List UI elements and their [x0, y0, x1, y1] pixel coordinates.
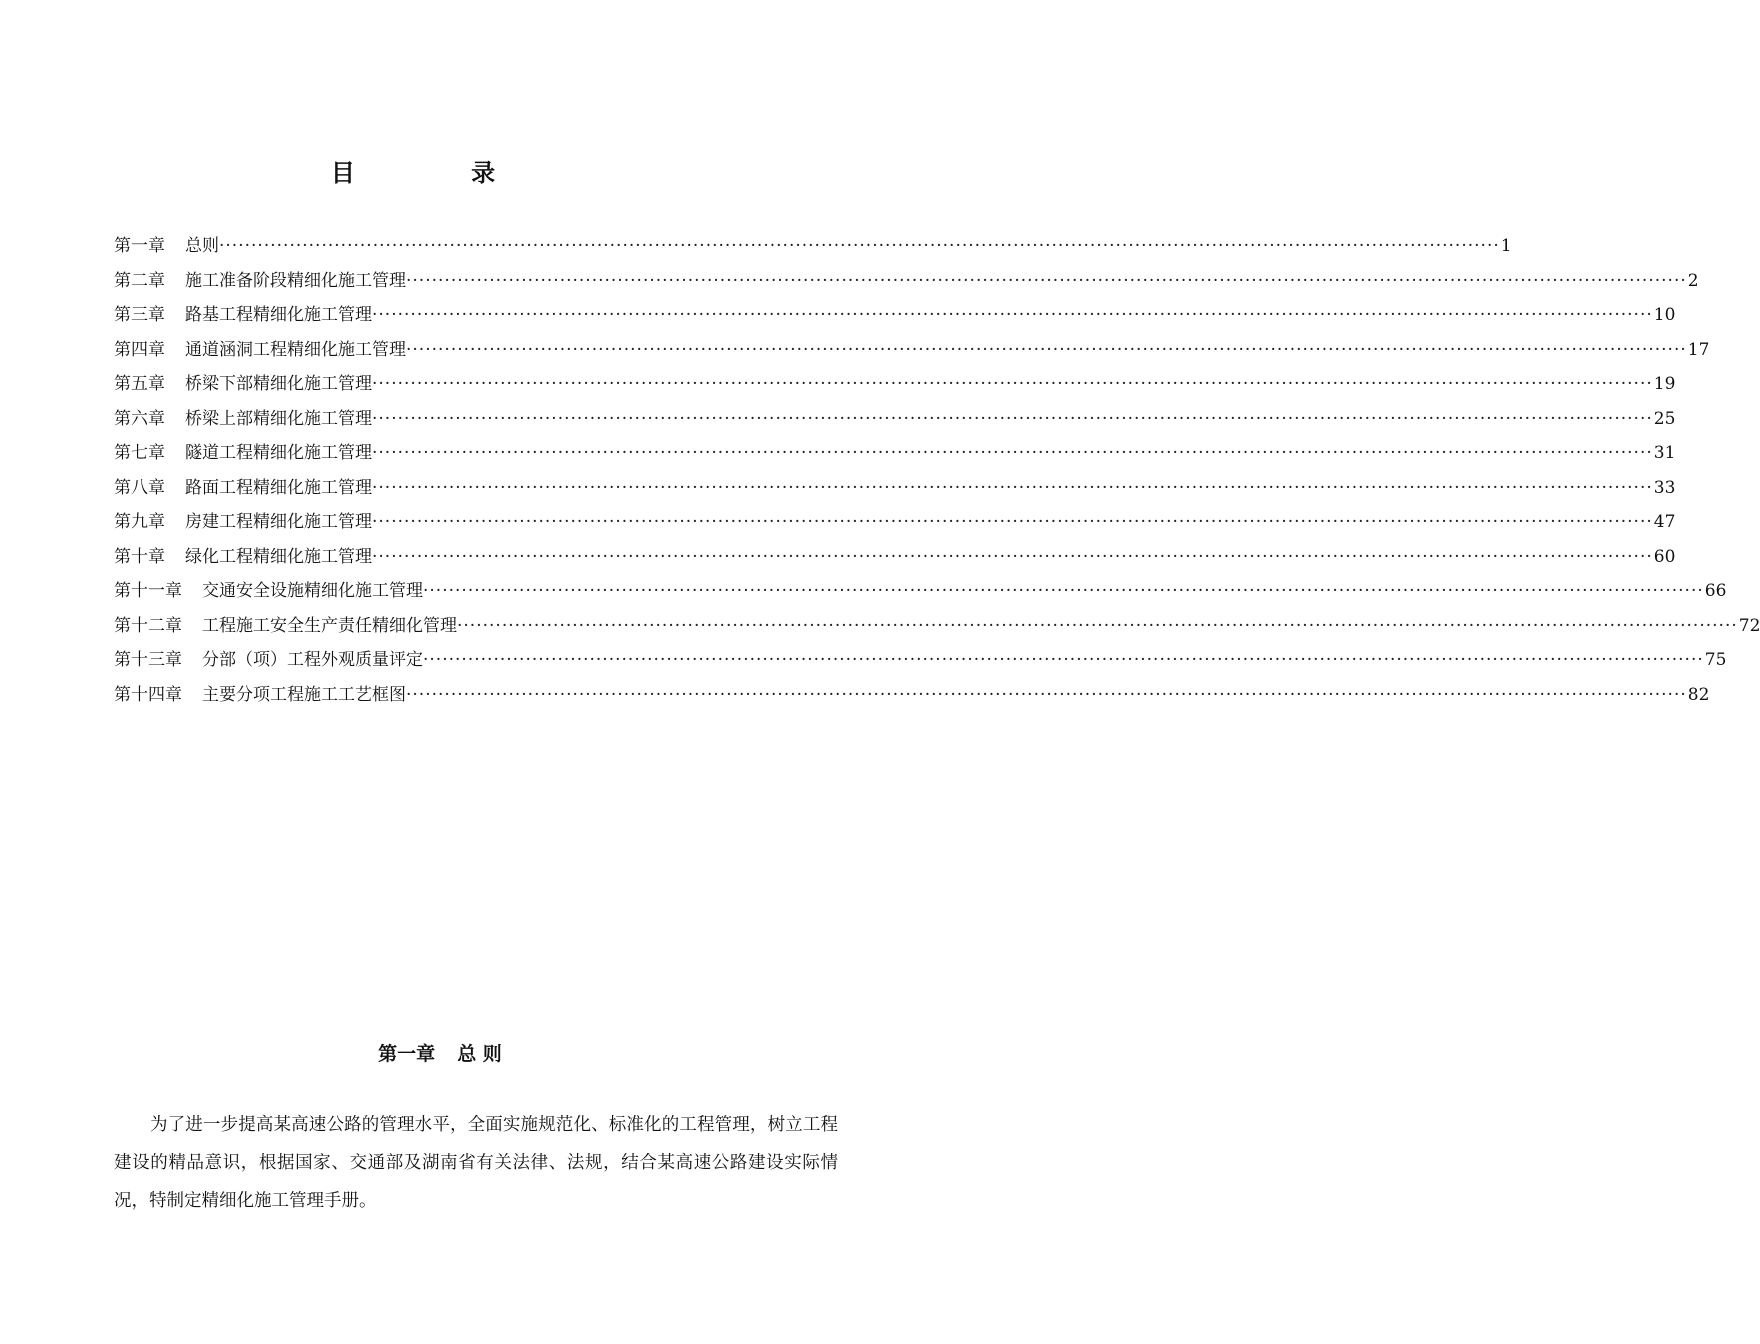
- toc-chapter-name: 桥梁上部精细化施工管理: [185, 408, 372, 429]
- toc-chapter-name: 主要分项工程施工工艺框图: [202, 684, 406, 705]
- toc-chapter-name: 隧道工程精细化施工管理: [185, 443, 372, 463]
- toc-chapter-name: 房建工程精细化施工管理: [185, 512, 372, 532]
- toc-chapter-number: 第十四章: [114, 684, 182, 705]
- toc-page-number: 25: [1653, 408, 1676, 429]
- toc-chapter-number: 第五章: [114, 374, 165, 394]
- toc-dot-leader: ········································································································································································································: [372, 546, 1653, 567]
- toc-dot-leader: ········································································································································································································: [372, 408, 1653, 429]
- toc-page-number: 19: [1653, 374, 1676, 394]
- toc-chapter-number: 第二章: [114, 270, 165, 291]
- toc-entry[interactable]: [114, 233, 1512, 268]
- toc-dot-leader: ········································································································································································································: [219, 236, 1500, 256]
- toc-chapter-name: 工程施工安全生产责任精细化管理: [202, 615, 457, 636]
- toc-page-number: 60: [1653, 546, 1676, 567]
- toc-dot-leader: ········································································································································································································: [372, 512, 1653, 532]
- chapter-heading: [0, 1040, 880, 1068]
- toc-chapter-name: 通道涵洞工程精细化施工管理: [185, 339, 406, 360]
- toc-dot-leader: ········································································································································································································: [406, 270, 1687, 291]
- toc-entry[interactable]: [114, 337, 1710, 372]
- toc-chapter-number: 第十一章: [114, 581, 182, 601]
- toc-chapter-name: 路面工程精细化施工管理: [185, 477, 372, 498]
- toc-chapter-name: 桥梁下部精细化施工管理: [185, 374, 372, 394]
- toc-page-number: 33: [1653, 477, 1676, 498]
- toc-chapter-number: 第七章: [114, 443, 165, 463]
- toc-entry[interactable]: [114, 647, 1727, 682]
- toc-dot-leader: ········································································································································································································: [423, 650, 1704, 670]
- toc-page-number: 1: [1500, 236, 1512, 256]
- chapter-number: 第一章: [378, 1043, 436, 1065]
- toc-chapter-number: 第四章: [114, 339, 165, 360]
- toc-dot-leader: ········································································································································································································: [372, 374, 1653, 394]
- toc-chapter-number: 第八章: [114, 477, 165, 498]
- toc-chapter-number: 第十章: [114, 546, 165, 567]
- toc-chapter-number: 第三章: [114, 305, 165, 325]
- toc-title: 目 录: [330, 158, 550, 187]
- toc-page-number: 2: [1687, 270, 1699, 291]
- toc-chapter-number: 第十三章: [114, 650, 182, 670]
- toc-entry[interactable]: [114, 578, 1727, 613]
- toc-chapter-number: 第一章: [114, 236, 165, 256]
- toc-dot-leader: ········································································································································································································: [372, 305, 1653, 325]
- toc-dot-leader: ········································································································································································································: [372, 477, 1653, 498]
- toc-chapter-name: 总则: [185, 236, 219, 256]
- toc-entry[interactable]: [114, 509, 1676, 544]
- toc-entry[interactable]: [114, 268, 1699, 303]
- toc-dot-leader: ········································································································································································································: [372, 443, 1653, 463]
- toc-chapter-name: 交通安全设施精细化施工管理: [202, 581, 423, 601]
- toc-chapter-name: 路基工程精细化施工管理: [185, 305, 372, 325]
- toc-page-number: 66: [1704, 581, 1727, 601]
- toc-page-number: 75: [1704, 650, 1727, 670]
- toc-chapter-number: 第九章: [114, 512, 165, 532]
- chapter-intro-paragraph: 为了进一步提高某高速公路的管理水平，全面实施规范化、标准化的工程管理，树立工程建设的精品意识，根据国家、交通部及湖南省有关法律、法规，结合某高速公路建设实际情况，特制定精细化施工管理手册。: [114, 1115, 838, 1211]
- toc-entry[interactable]: [114, 682, 1710, 717]
- toc-entry[interactable]: [114, 613, 1760, 648]
- toc-page-number: 17: [1687, 339, 1710, 360]
- toc-chapter-name: 绿化工程精细化施工管理: [185, 546, 372, 567]
- toc-entry[interactable]: [114, 302, 1676, 337]
- toc-entry[interactable]: [114, 440, 1676, 475]
- toc-dot-leader: ········································································································································································································: [406, 339, 1687, 360]
- toc-chapter-name: 分部（项）工程外观质量评定: [202, 650, 423, 670]
- toc-entry[interactable]: [114, 406, 1676, 441]
- toc-dot-leader: ········································································································································································································: [423, 581, 1704, 601]
- toc-chapter-number: 第六章: [114, 408, 165, 429]
- toc-page-number: 72: [1738, 615, 1760, 636]
- chapter-title: 总 则: [457, 1043, 502, 1065]
- toc-page-number: 47: [1653, 512, 1676, 532]
- toc-entry[interactable]: [114, 475, 1676, 510]
- toc-dot-leader: ········································································································································································································: [406, 684, 1687, 705]
- toc-entry[interactable]: [114, 544, 1676, 579]
- toc-chapter-name: 施工准备阶段精细化施工管理: [185, 270, 406, 291]
- toc-entry[interactable]: [114, 371, 1676, 406]
- toc-page-number: 31: [1653, 443, 1676, 463]
- toc-chapter-number: 第十二章: [114, 615, 182, 636]
- toc-dot-leader: ········································································································································································································: [457, 615, 1738, 636]
- toc-page-number: 10: [1653, 305, 1676, 325]
- toc-page-number: 82: [1687, 684, 1710, 705]
- toc-list: [114, 233, 1760, 716]
